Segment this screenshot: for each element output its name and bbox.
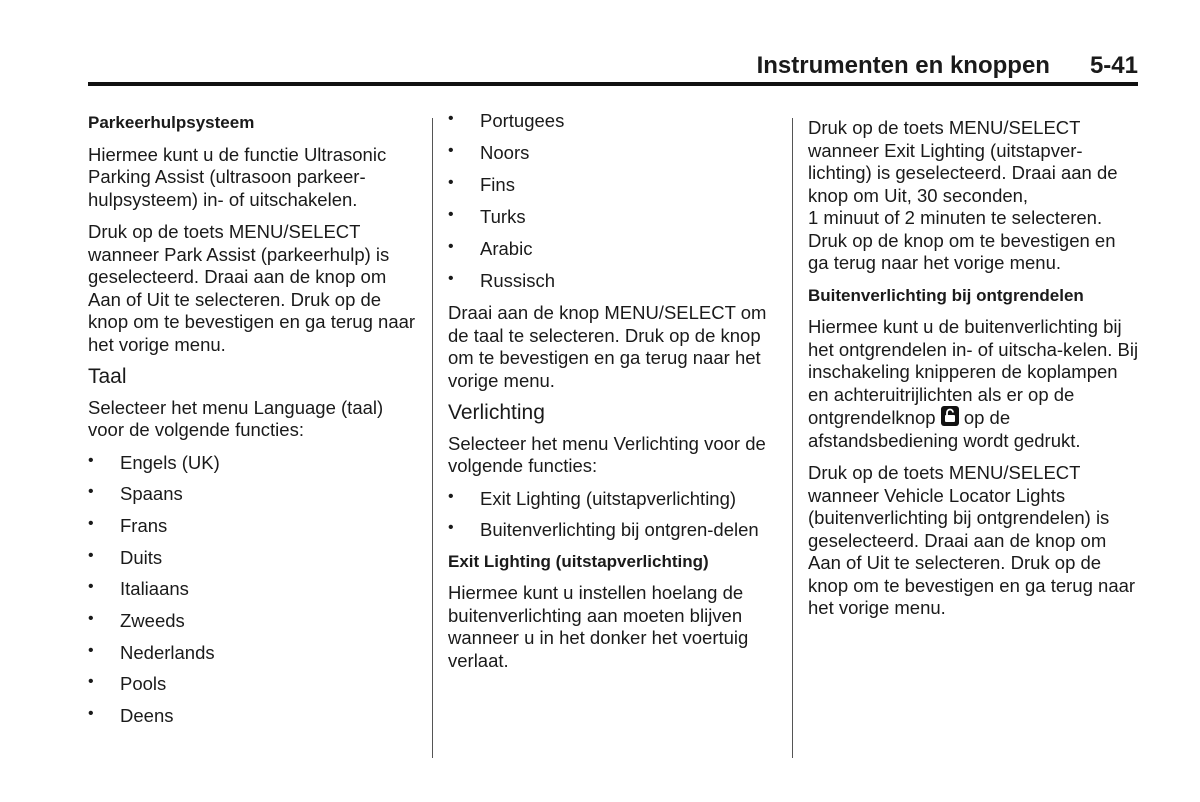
text: Hiermee kunt u de buitenverlichting bij het ontgrendelen in- of uitscha-kelen. Bij inschakeling knipperen de koplampen en achteruitrijlichten als er op de ontgrendelknop	[808, 316, 1139, 428]
column-1	[88, 112, 420, 737]
text: Druk op de toets MENU/SELECT wanneer Exit Lighting (uitstapver-lichting) is geselecteerd. Draai aan de knop om Uit, 30 seconden,	[808, 117, 1118, 206]
section-heading: Taal	[88, 365, 127, 388]
paragraph: Druk op de toets MENU/SELECT wanneer Vehicle Locator Lights (buitenverlichting bij ontgrendelen) is geselecteerd. Draai aan de knop om Aan of Uit te selecteren. Druk op de knop om te bevestigen en ga terug naar het vorige menu.	[808, 462, 1136, 618]
text: op de afstandsbediening wordt gedrukt.	[808, 407, 1081, 451]
list-item: • Engels (UK)	[88, 452, 420, 475]
column-2	[448, 110, 780, 682]
list-item: • Portugees	[448, 110, 780, 133]
paragraph: Selecteer het menu Language (taal) voor de volgende functies:	[88, 396, 384, 440]
section-heading: Buitenverlichting bij ontgrendelen	[808, 285, 1084, 305]
list-item: • Buitenverlichting bij ontgren-delen	[448, 519, 780, 542]
function-list	[448, 488, 780, 542]
paragraph: Hiermee kunt u de functie Ultrasonic Parking Assist (ultrasoon parkeer-hulpsysteem) in- of uitschakelen.	[88, 143, 387, 210]
language-list	[88, 452, 420, 728]
column-divider	[792, 118, 793, 758]
section-heading: Parkeerhulpsysteem	[88, 113, 255, 132]
list-item: • Russisch	[448, 270, 780, 293]
list-item: • Italiaans	[88, 578, 420, 601]
list-item: • Arabic	[448, 238, 780, 261]
paragraph	[808, 117, 1140, 275]
paragraph: Draai aan de knop MENU/SELECT om de taal te selecteren. Druk op de knop om te bevestigen en ga terug naar het vorige menu.	[448, 302, 767, 391]
list-item: • Zweeds	[88, 610, 420, 633]
header-rule	[88, 82, 1138, 86]
list-item: • Spaans	[88, 483, 420, 506]
paragraph: Druk op de toets MENU/SELECT wanneer Park Assist (parkeerhulp) is geselecteerd. Draai aan de knop om Aan of Uit te selecteren. Druk op de knop om te bevestigen en ga terug naar het vorige menu.	[88, 221, 416, 355]
page-number: 5-41	[1089, 52, 1138, 79]
list-item: • Exit Lighting (uitstapverlichting)	[448, 488, 780, 511]
list-item: • Pools	[88, 673, 420, 696]
paragraph: Hiermee kunt u instellen hoelang de buitenverlichting aan moeten blijven wanneer u in het donker het voertuig verlaat.	[448, 582, 749, 671]
section-heading: Exit Lighting (uitstapverlichting)	[448, 551, 709, 571]
column-3	[808, 117, 1140, 630]
list-item: • Turks	[448, 206, 780, 229]
chapter-title: Instrumenten en knoppen	[756, 52, 1050, 79]
list-item: • Nederlands	[88, 642, 420, 665]
paragraph	[808, 316, 1140, 452]
list-item: • Deens	[88, 705, 420, 728]
page-header	[757, 52, 1138, 84]
list-item: • Duits	[88, 547, 420, 570]
section-heading: Verlichting	[448, 401, 545, 424]
list-item: • Frans	[88, 515, 420, 538]
column-divider	[432, 118, 433, 758]
text: 1 minuut of 2 minuten te selecteren. Druk op de knop om te bevestigen en ga terug naar het vorige menu.	[808, 207, 1116, 273]
language-list	[448, 110, 780, 293]
paragraph: Selecteer het menu Verlichting voor de volgende functies:	[448, 432, 766, 476]
list-item: • Noors	[448, 142, 780, 165]
list-item: • Fins	[448, 174, 780, 197]
unlock-icon	[941, 406, 959, 426]
